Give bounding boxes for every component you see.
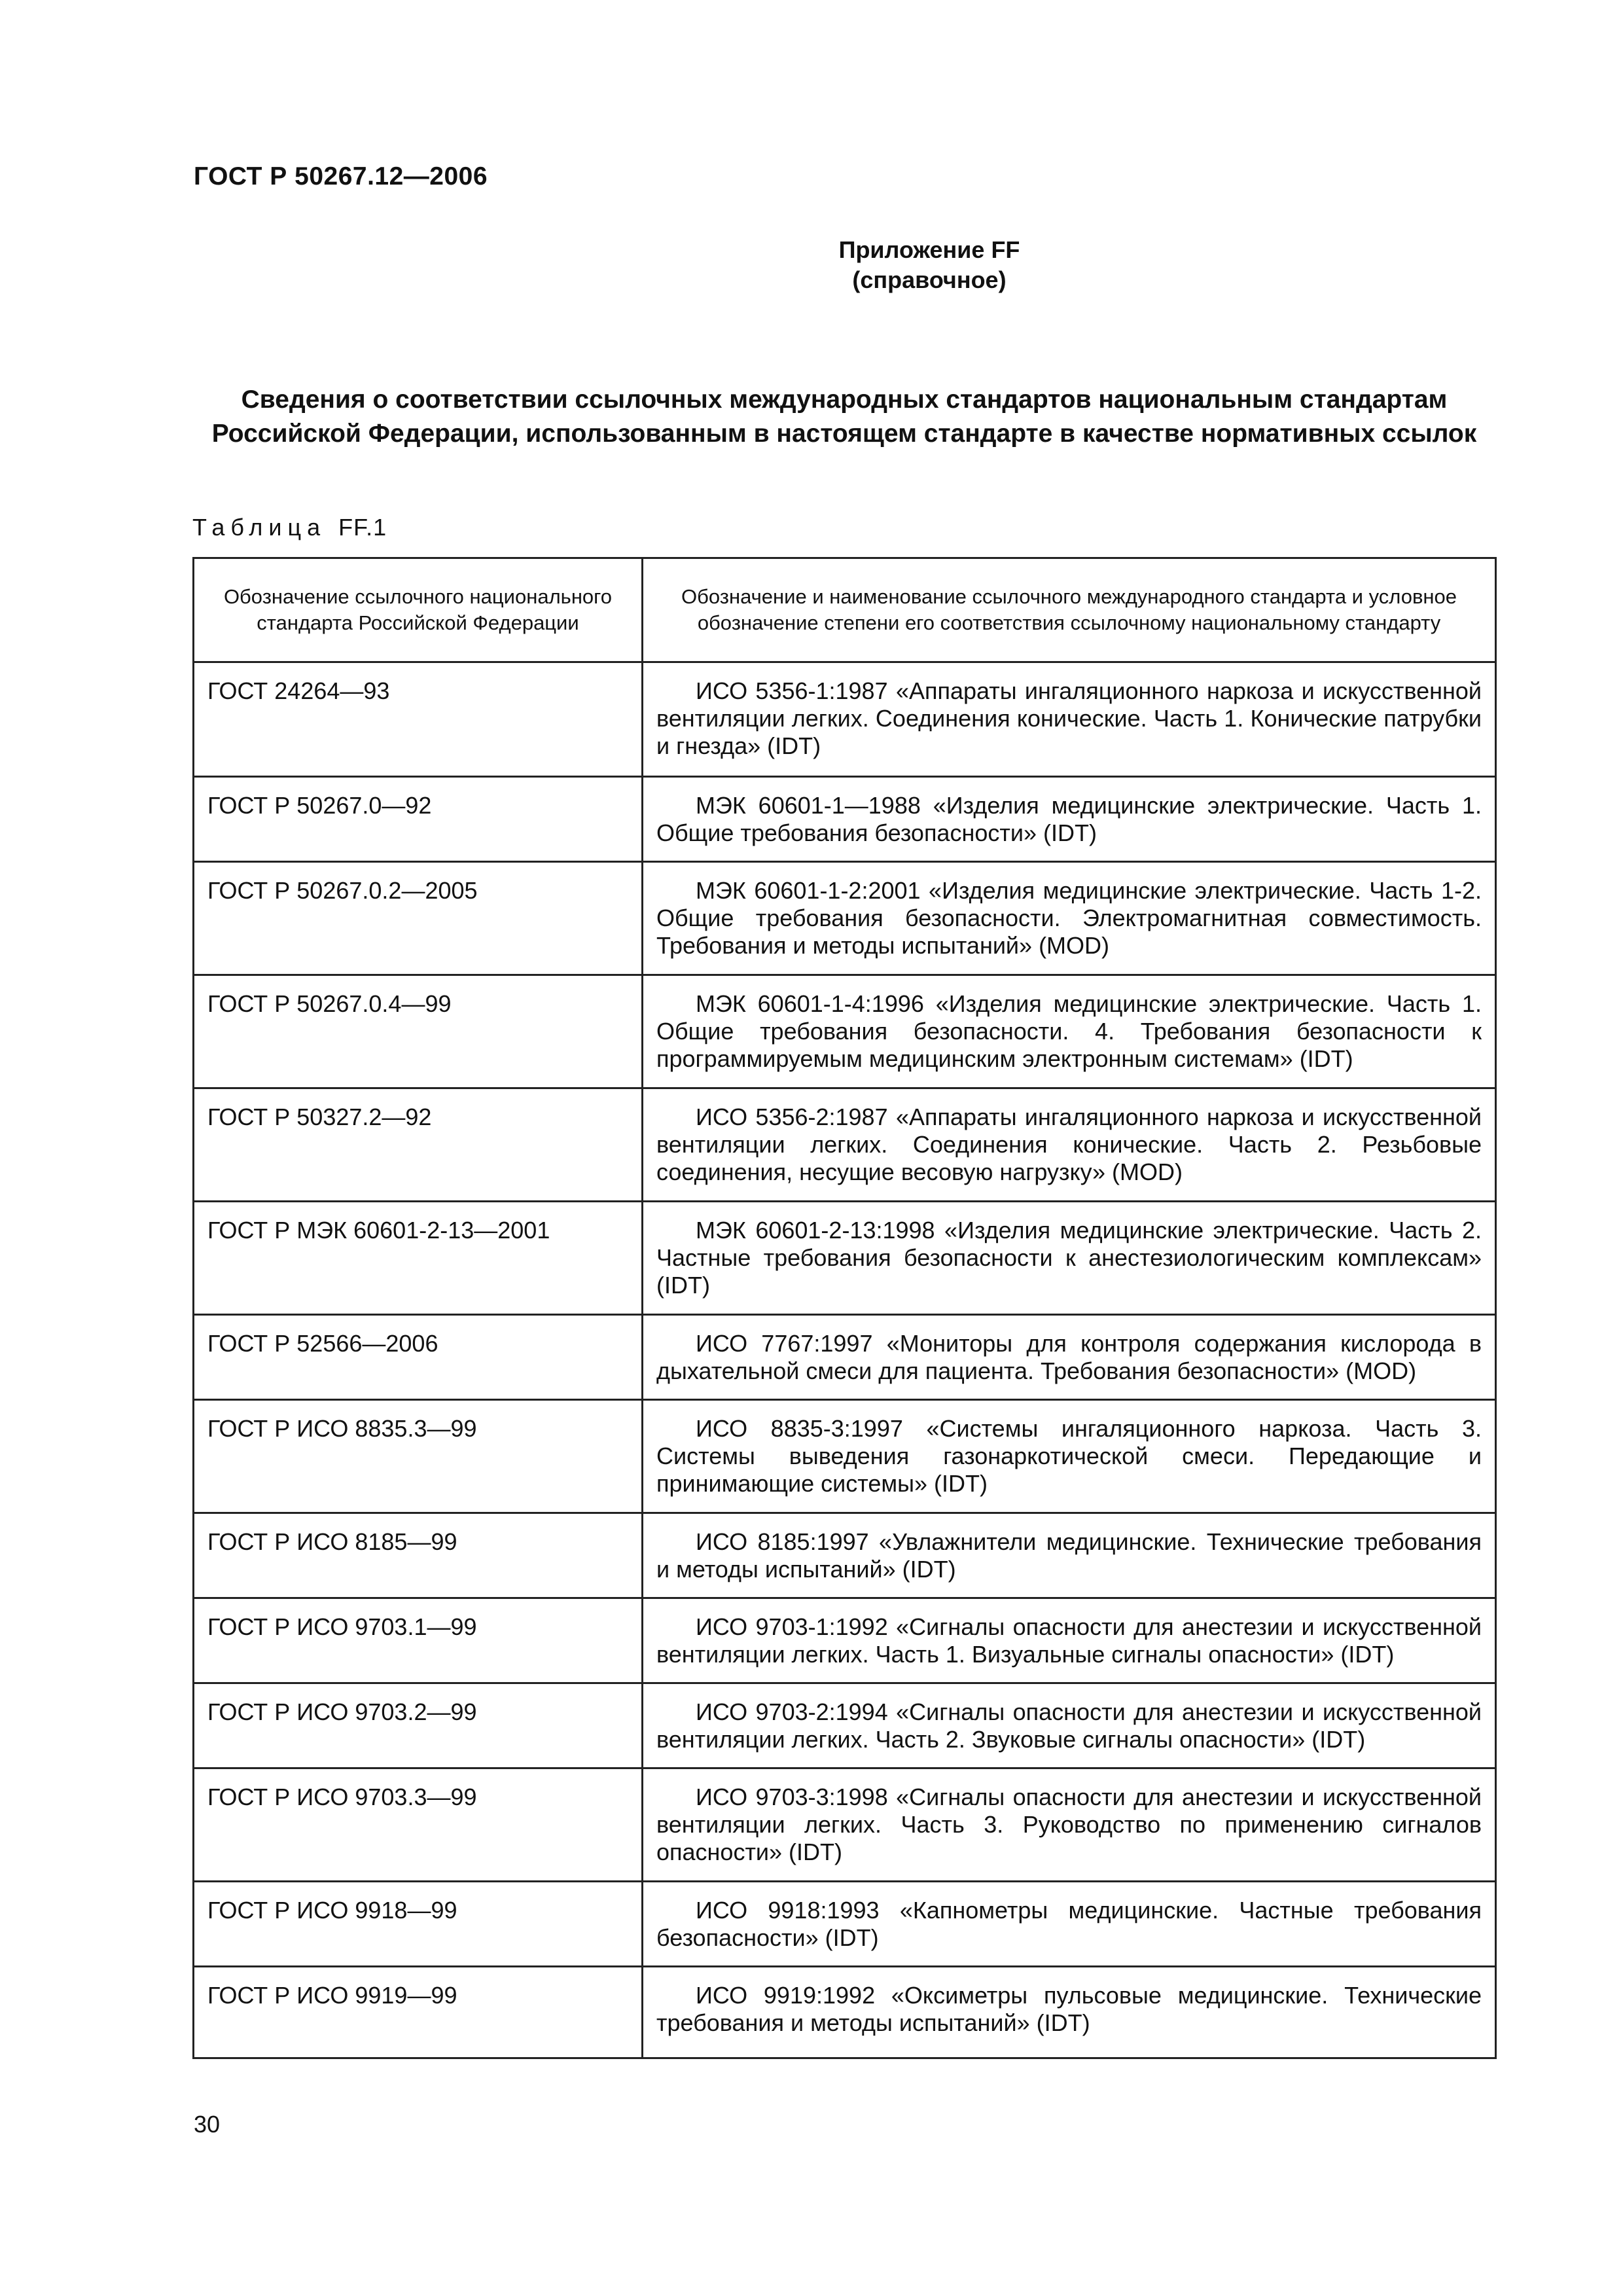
table-caption — [192, 514, 387, 541]
table-row — [194, 1768, 1496, 1882]
national-standard-cell: ГОСТ Р ИСО 9918—99 — [194, 1882, 643, 1967]
national-standard-cell: ГОСТ Р 50267.0—92 — [194, 777, 643, 862]
document-code: ГОСТ Р 50267.12—2006 — [194, 162, 488, 190]
national-standard-cell: ГОСТ Р ИСО 9919—99 — [194, 1967, 643, 2058]
international-standard-cell: ИСО 5356-2:1987 «Аппараты ингаляционного наркоза и искусственной вентиляции легких. Соединения конические. Часть 2. Резьбовые соединения, несущие весовую нагрузку» (MOD) — [643, 1088, 1496, 1202]
international-standard-cell: ИСО 9703-3:1998 «Сигналы опасности для анестезии и искусственной вентиляции легких. Часть 3. Руководство по применению сигналов опасности» (IDT) — [643, 1768, 1496, 1882]
national-standard-cell: ГОСТ 24264—93 — [194, 662, 643, 777]
international-standard-cell: ИСО 7767:1997 «Мониторы для контроля содержания кислорода в дыхательной смеси для пациента. Требования безопасности» (MOD) — [643, 1315, 1496, 1400]
table-header-row — [194, 558, 1496, 662]
table-row — [194, 862, 1496, 975]
table-row — [194, 1202, 1496, 1315]
section-title: Сведения о соответствии ссылочных международных стандартов национальным стандартам Российской Федерации, использованным в настоящем стандарте в качестве нормативных ссылок — [211, 386, 1477, 448]
table-row — [194, 1967, 1496, 2058]
header-national-standard: Обозначение ссылочного национального стандарта Российской Федерации — [194, 558, 643, 662]
page-number: 30 — [194, 2111, 221, 2138]
header-international-standard: Обозначение и наименование ссылочного международного стандарта и условное обозначение степени его соответствия ссылочному национальному стандарту — [643, 558, 1496, 662]
national-standard-cell: ГОСТ Р 52566—2006 — [194, 1315, 643, 1400]
table-row — [194, 1513, 1496, 1598]
table-row — [194, 777, 1496, 862]
annex-title: Приложение FF — [838, 236, 1020, 263]
international-standard-cell: МЭК 60601-1—1988 «Изделия медицинские электрические. Часть 1. Общие требования безопасности» (IDT) — [643, 777, 1496, 862]
table-row — [194, 1088, 1496, 1202]
table-row — [194, 1598, 1496, 1683]
national-standard-cell: ГОСТ Р 50267.0.4—99 — [194, 975, 643, 1088]
table-row — [194, 1315, 1496, 1400]
national-standard-cell: ГОСТ Р 50267.0.2—2005 — [194, 862, 643, 975]
table-row — [194, 1400, 1496, 1513]
international-standard-cell: ИСО 8835-3:1997 «Системы ингаляционного наркоза. Часть 3. Системы выведения газонаркотической смеси. Передающие и принимающие системы» (IDT) — [643, 1400, 1496, 1513]
international-standard-cell: ИСО 8185:1997 «Увлажнители медицинские. Технические требования и методы испытаний» (IDT) — [643, 1513, 1496, 1598]
national-standard-cell: ГОСТ Р ИСО 9703.1—99 — [194, 1598, 643, 1683]
national-standard-cell: ГОСТ Р МЭК 60601-2-13—2001 — [194, 1202, 643, 1315]
national-standard-cell: ГОСТ Р ИСО 9703.3—99 — [194, 1768, 643, 1882]
international-standard-cell: МЭК 60601-1-4:1996 «Изделия медицинские электрические. Часть 1. Общие требования безопасности. 4. Требования безопасности к программируемым медицинским электронным системам» (IDT) — [643, 975, 1496, 1088]
international-standard-cell: ИСО 9918:1993 «Капнометры медицинские. Частные требования безопасности» (IDT) — [643, 1882, 1496, 1967]
table-row — [194, 662, 1496, 777]
annex-kind: (справочное) — [852, 266, 1007, 293]
international-standard-cell: ИСО 5356-1:1987 «Аппараты ингаляционного наркоза и искусственной вентиляции легких. Соединения конические. Часть 1. Конические патрубки и гнезда» (IDT) — [643, 662, 1496, 777]
national-standard-cell: ГОСТ Р 50327.2—92 — [194, 1088, 643, 1202]
international-standard-cell: ИСО 9703-1:1992 «Сигналы опасности для анестезии и искусственной вентиляции легких. Часть 1. Визуальные сигналы опасности» (IDT) — [643, 1598, 1496, 1683]
table-row — [194, 1683, 1496, 1768]
table-number: FF.1 — [338, 514, 387, 541]
international-standard-cell: ИСО 9703-2:1994 «Сигналы опасности для анестезии и искусственной вентиляции легких. Часть 2. Звуковые сигналы опасности» (IDT) — [643, 1683, 1496, 1768]
international-standard-cell: ИСО 9919:1992 «Оксиметры пульсовые медицинские. Технические требования и методы испытаний» (IDT) — [643, 1967, 1496, 2058]
reference-table — [192, 557, 1497, 2059]
international-standard-cell: МЭК 60601-1-2:2001 «Изделия медицинские электрические. Часть 1-2. Общие требования безопасности. Электромагнитная совместимость. Требования и методы испытаний» (MOD) — [643, 862, 1496, 975]
table-row — [194, 975, 1496, 1088]
national-standard-cell: ГОСТ Р ИСО 9703.2—99 — [194, 1683, 643, 1768]
table-label: Таблица — [192, 514, 327, 541]
international-standard-cell: МЭК 60601-2-13:1998 «Изделия медицинские электрические. Часть 2. Частные требования безопасности к анестезиологическим комплексам» (IDT) — [643, 1202, 1496, 1315]
table-row — [194, 1882, 1496, 1967]
national-standard-cell: ГОСТ Р ИСО 8835.3—99 — [194, 1400, 643, 1513]
national-standard-cell: ГОСТ Р ИСО 8185—99 — [194, 1513, 643, 1598]
